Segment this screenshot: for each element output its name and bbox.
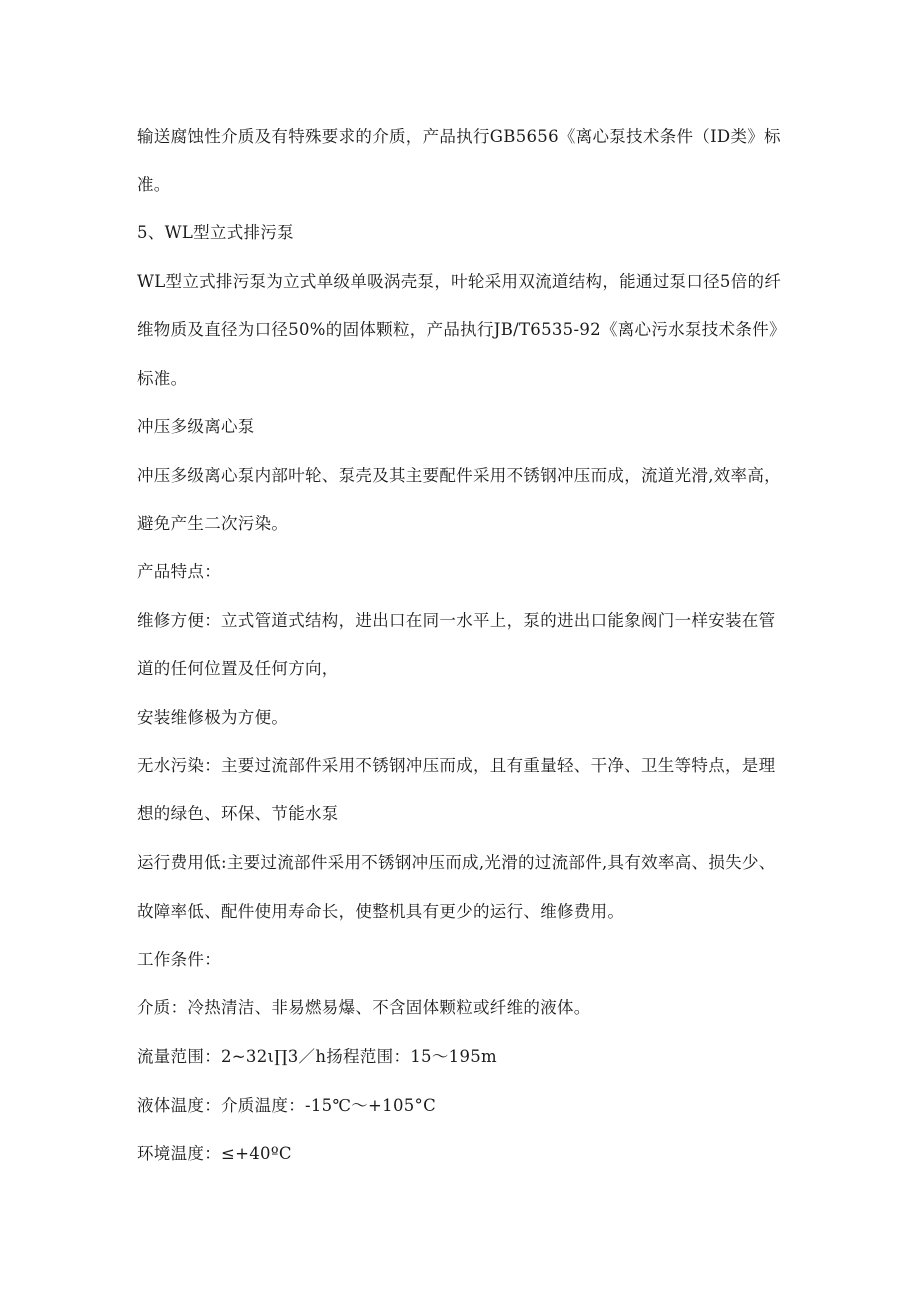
paragraph-line-19: 介质：冷热清洁、非易燃易爆、不含固体颗粒或纤维的液体。 <box>137 998 591 1017</box>
paragraph-line-17: 故障率低、配件使用寿命长，使整机具有更少的运行、维修费用。 <box>137 902 625 921</box>
features-heading: 产品特点： <box>137 562 221 581</box>
paragraph-line-9: 避免产生二次污染。 <box>137 514 289 533</box>
paragraph-line-1: 输送腐蚀性介质及有特殊要求的介质，产品执行GB5656《离心泵技术条件（ID类》标 <box>137 127 781 146</box>
paragraph-line-5: 维物质及直径为口径50%的固体颗粒，产品执行JB/T6535-92《离心污水泵技术条件》 <box>137 320 786 339</box>
paragraph-line-11: 维修方便：立式管道式结构，进出口在同一水平上，泵的进出口能象阀门一样安装在管 <box>137 611 776 630</box>
flow-range-line: 流量范围：2~32ι∏3／h扬程范围：15～195m <box>137 1047 497 1066</box>
liquid-temperature-line: 液体温度：介质温度：-15℃～+105°C <box>137 1096 437 1115</box>
paragraph-line-2: 准。 <box>137 175 171 194</box>
paragraph-line-6: 标准。 <box>137 369 188 388</box>
ambient-temperature-line: 环境温度：≤+40ºC <box>137 1144 292 1163</box>
paragraph-line-4: WL型立式排污泵为立式单级单吸涡壳泵，叶轮采用双流道结构，能通过泵口径5倍的纤 <box>137 272 782 291</box>
paragraph-line-16: 运行费用低:主要过流部件采用不锈钢冲压而成,光滑的过流部件,具有效率高、损失少、 <box>137 853 776 872</box>
working-conditions-heading: 工作条件： <box>137 950 221 969</box>
paragraph-line-8: 冲压多级离心泵内部叶轮、泵壳及其主要配件采用不锈钢冲压而成，流道光滑,效率高， <box>137 466 781 485</box>
paragraph-line-15: 想的绿色、环保、节能水泵 <box>137 804 339 823</box>
paragraph-line-13: 安装维修极为方便。 <box>137 708 289 727</box>
paragraph-line-14: 无水污染：主要过流部件采用不锈钢冲压而成，且有重量轻、干净、卫生等特点，是理 <box>137 756 776 775</box>
section-heading-stamped-pump: 冲压多级离心泵 <box>137 417 255 436</box>
paragraph-line-12: 道的任何位置及任何方向， <box>137 659 339 678</box>
section-heading-wl-pump: 5、WL型立式排污泵 <box>137 223 294 242</box>
